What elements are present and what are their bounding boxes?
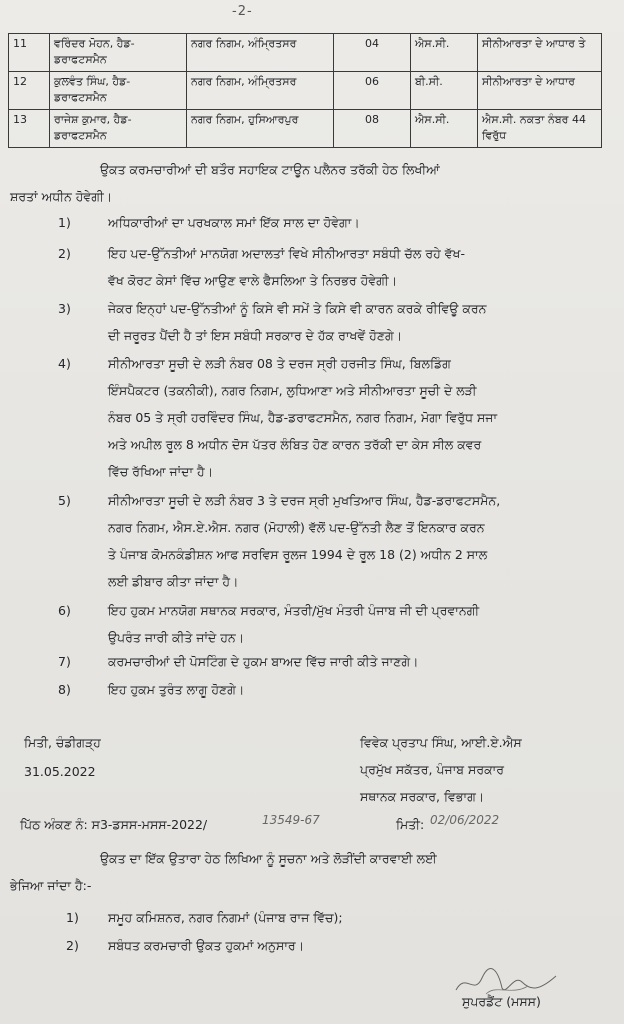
- condition-text: [108, 209, 602, 236]
- copy-line-2: ਭੇਜਿਆ ਜਾਂਦਾ ਹੈ:-: [10, 878, 92, 893]
- intro-line-1: ਉਕਤ ਕਰਮਚਾਰੀਆਂ ਦੀ ਬਤੌਰ ਸਹਾਇਕ ਟਾਊਨ ਪਲੈਨਰ ਤਰੱਕੀ ਹੇਠ ਲਿਖੀਆਂ: [100, 162, 440, 177]
- condition-text: [108, 676, 602, 703]
- signatory-designation: ਪ੍ਰਮੁੱਖ ਸਕੱਤਰ, ਪੰਜਾਬ ਸਰਕਾਰ: [360, 762, 504, 777]
- recipient-number: 2): [66, 938, 79, 953]
- remark-cell: ਐਸ.ਸੀ. ਨਕਤਾ ਨੰਬਰ 44 ਵਿਰੁੱਧ: [478, 110, 602, 148]
- issue-place: ਮਿਤੀ, ਚੰਡੀਗੜ੍ਹ: [24, 735, 101, 750]
- condition-line: ਉਪਰੰਤ ਜਾਰੀ ਕੀਤੇ ਜਾਂਦੇ ਹਨ।: [108, 630, 245, 645]
- condition-number: 8): [58, 682, 71, 697]
- name-cell: ਰਾਜੇਸ਼ ਕੁਮਾਰ, ਹੈਡ-ਡਰਾਫਟਸਮੈਨ: [50, 110, 187, 148]
- condition-number: 5): [58, 493, 71, 508]
- condition-line: ਦੀ ਜਰੂਰਤ ਪੈਂਦੀ ਹੈ ਤਾਂ ਇਸ ਸਬੰਧੀ ਸਰਕਾਰ ਦੇ ਹੱਕ ਰਾਖਵੇਂ ਹੋਣਗੇ।: [108, 328, 403, 343]
- condition-number: 7): [58, 654, 71, 669]
- table-row: [9, 72, 602, 110]
- condition-text: [108, 350, 602, 485]
- endorsement-number: 13549-67: [262, 813, 320, 827]
- copy-line-1: ਉਕਤ ਦਾ ਇੱਕ ਉਤਾਰਾ ਹੇਠ ਲਿਖਿਆ ਨੂੰ ਸੂਚਨਾ ਅਤੇ ਲੋੜੀਂਦੀ ਕਾਰਵਾਈ ਲਈ: [100, 851, 437, 866]
- condition-line: ਨਗਰ ਨਿਗਮ, ਐਸ.ਏ.ਐਸ. ਨਗਰ (ਮੋਹਾਲੀ) ਵੱਲੋਂ ਪਦ-ਉੱਨਤੀ ਲੈਣ ਤੋਂ ਇਨਕਾਰ ਕਰਨ: [108, 520, 485, 535]
- condition-number: 6): [58, 603, 71, 618]
- condition-line: ਤੇ ਪੰਜਾਬ ਕੋਮਨਕੰਡੀਸ਼ਨ ਆਫ ਸਰਵਿਸ ਰੂਲਜ 1994 ਦੇ ਰੂਲ 18 (2) ਅਧੀਨ 2 ਸਾਲ: [108, 547, 488, 562]
- category-cell: ਬੀ.ਸੀ.: [411, 72, 478, 110]
- table-row: [9, 110, 602, 148]
- serial-cell: 12: [9, 72, 50, 110]
- condition-number: 3): [58, 301, 71, 316]
- name-cell: ਵਰਿੰਦਰ ਮੋਹਨ, ਹੈਡ-ਡਰਾਫਟਸਮੈਨ: [50, 34, 187, 72]
- condition-text: [108, 487, 602, 595]
- condition-text: [108, 597, 602, 651]
- condition-number: 4): [58, 356, 71, 371]
- remark-cell: ਸੀਨੀਆਰਤਾ ਦੇ ਆਧਾਰ: [478, 72, 602, 110]
- condition-line: ਸੀਨੀਆਰਤਾ ਸੂਚੀ ਦੇ ਲੜੀ ਨੰਬਰ 08 ਤੇ ਦਰਜ ਸ੍ਰੀ ਹਰਜੀਤ ਸਿੰਘ, ਬਿਲਡਿੰਗ: [108, 356, 451, 371]
- condition-line: ਲਈ ਡੀਬਾਰ ਕੀਤਾ ਜਾਂਦਾ ਹੈ।: [108, 574, 239, 589]
- signatory-name: ਵਿਵੇਕ ਪ੍ਰਤਾਪ ਸਿੰਘ, ਆਈ.ਏ.ਐਸ: [360, 735, 522, 750]
- condition-line: ਇਹ ਹੁਕਮ ਤੁਰੰਤ ਲਾਗੂ ਹੋਣਗੇ।: [108, 682, 245, 697]
- condition-text: [108, 295, 602, 349]
- signatory-department: ਸਥਾਨਕ ਸਰਕਾਰ, ਵਿਭਾਗ।: [360, 789, 485, 804]
- superintendent-label: ਸੁਪਰਡੈਂਟ (ਮਸਸ): [462, 994, 541, 1009]
- serial-cell: 11: [9, 34, 50, 72]
- number-cell: 06: [334, 72, 411, 110]
- number-cell: 08: [334, 110, 411, 148]
- number-cell: 04: [334, 34, 411, 72]
- recipient-number: 1): [66, 910, 79, 925]
- condition-line: ਇਹ ਹੁਕਮ ਮਾਨਯੋਗ ਸਥਾਨਕ ਸਰਕਾਰ, ਮੰਤਰੀ/ਮੁੱਖ ਮੰਤਰੀ ਪੰਜਾਬ ਜੀ ਦੀ ਪ੍ਰਵਾਨਗੀ: [108, 603, 480, 618]
- condition-line: ਸੀਨੀਆਰਤਾ ਸੂਚੀ ਦੇ ਲੜੀ ਨੰਬਰ 3 ਤੇ ਦਰਜ ਸ੍ਰੀ ਮੁਖਤਿਆਰ ਸਿੰਘ, ਹੈਡ-ਡਰਾਫਟਸਮੈਨ,: [108, 493, 501, 508]
- serial-cell: 13: [9, 110, 50, 148]
- office-cell: ਨਗਰ ਨਿਗਮ, ਅੰਮ੍ਰਿਤਸਰ: [187, 72, 334, 110]
- page-number: -2-: [232, 4, 253, 19]
- issue-date: 31.05.2022: [24, 764, 96, 779]
- office-cell: ਨਗਰ ਨਿਗਮ, ਹੁਸਿਆਰਪੁਰ: [187, 110, 334, 148]
- condition-line: ਨੰਬਰ 05 ਤੇ ਸ੍ਰੀ ਹਰਵਿੰਦਰ ਸਿੰਘ, ਹੈਡ-ਡਰਾਫਟਸਮੈਨ, ਨਗਰ ਨਿਗਮ, ਮੋਗਾ ਵਿਰੁੱਧ ਸਜਾ: [108, 410, 498, 425]
- condition-line: ਵਿੱਚ ਰੱਖਿਆ ਜਾਂਦਾ ਹੈ।: [108, 464, 214, 479]
- recipient-text: ਸਬੰਧਤ ਕਰਮਚਾਰੀ ਉਕਤ ਹੁਕਮਾਂ ਅਨੁਸਾਰ।: [108, 938, 305, 953]
- condition-number: 2): [58, 246, 71, 261]
- category-cell: ਐਸ.ਸੀ.: [411, 110, 478, 148]
- intro-paragraph: [10, 156, 606, 210]
- intro-line-2: ਸ਼ਰਤਾਂ ਅਧੀਨ ਹੋਵੇਗੀ।: [10, 189, 113, 204]
- copy-paragraph: [10, 845, 606, 899]
- condition-text: [108, 648, 602, 675]
- name-cell: ਕੁਲਵੰਤ ਸਿੰਘ, ਹੈਡ-ਡਰਾਫਟਸਮੈਨ: [50, 72, 187, 110]
- condition-line: ਅਧਿਕਾਰੀਆਂ ਦਾ ਪਰਖਕਾਲ ਸਮਾਂ ਇੱਕ ਸਾਲ ਦਾ ਹੋਵੇਗਾ।: [108, 215, 360, 230]
- category-cell: ਐਸ.ਸੀ.: [411, 34, 478, 72]
- condition-line: ਅਤੇ ਅਪੀਲ ਰੂਲ 8 ਅਧੀਨ ਦੋਸ ਪੱਤਰ ਲੰਬਿਤ ਹੋਣ ਕਾਰਨ ਤਰੱਕੀ ਦਾ ਕੇਸ ਸੀਲ ਕਵਰ: [108, 437, 482, 452]
- condition-line: ਕਰਮਚਾਰੀਆਂ ਦੀ ਪੋਸਟਿੰਗ ਦੇ ਹੁਕਮ ਬਾਅਦ ਵਿੱਚ ਜਾਰੀ ਕੀਤੇ ਜਾਣਗੇ।: [108, 654, 419, 669]
- recipient-text: ਸਮੂਹ ਕਮਿਸ਼ਨਰ, ਨਗਰ ਨਿਗਮਾਂ (ਪੰਜਾਬ ਰਾਜ ਵਿੱਚ);: [108, 910, 343, 925]
- condition-line: ਜੇਕਰ ਇਨ੍ਹਾਂ ਪਦ-ਉੱਨਤੀਆਂ ਨੂੰ ਕਿਸੇ ਵੀ ਸਮੇਂ ਤੇ ਕਿਸੇ ਵੀ ਕਾਰਨ ਕਰਕੇ ਰੀਵਿਊ ਕਰਨ: [108, 301, 487, 316]
- condition-line: ਇੰਸਪੈਕਟਰ (ਤਕਨੀਕੀ), ਨਗਰ ਨਿਗਮ, ਲੁਧਿਆਣਾ ਅਤੇ ਸੀਨੀਆਰਤਾ ਸੂਚੀ ਦੇ ਲੜੀ: [108, 383, 477, 398]
- remark-cell: ਸੀਨੀਆਰਤਾ ਦੇ ਆਧਾਰ ਤੇ: [478, 34, 602, 72]
- endorsement-date-label: ਮਿਤੀ:: [396, 817, 425, 832]
- condition-number: 1): [58, 215, 71, 230]
- endorsement-label: ਪਿੱਠ ਅੰਕਣ ਨੰ: ਸ3-ਡਸਸ-ਮਸਸ-2022/: [20, 817, 208, 832]
- office-cell: ਨਗਰ ਨਿਗਮ, ਅੰਮ੍ਰਿਤਸਰ: [187, 34, 334, 72]
- condition-text: [108, 240, 602, 294]
- condition-line: ਵੱਖ ਕੋਰਟ ਕੇਸਾਂ ਵਿੱਚ ਆਉਣ ਵਾਲੇ ਫੈਸਲਿਆ ਤੇ ਨਿਰਭਰ ਹੋਵੇਗੀ।: [108, 273, 398, 288]
- table-row: [9, 34, 602, 72]
- condition-line: ਇਹ ਪਦ-ਉੱਨਤੀਆਂ ਮਾਨਯੋਗ ਅਦਾਲਤਾਂ ਵਿਖੇ ਸੀਨੀਆਰਤਾ ਸਬੰਧੀ ਚੱਲ ਰਹੇ ਵੱਖ-: [108, 246, 465, 261]
- promotion-table: [8, 33, 602, 148]
- endorsement-date: 02/06/2022: [430, 813, 500, 827]
